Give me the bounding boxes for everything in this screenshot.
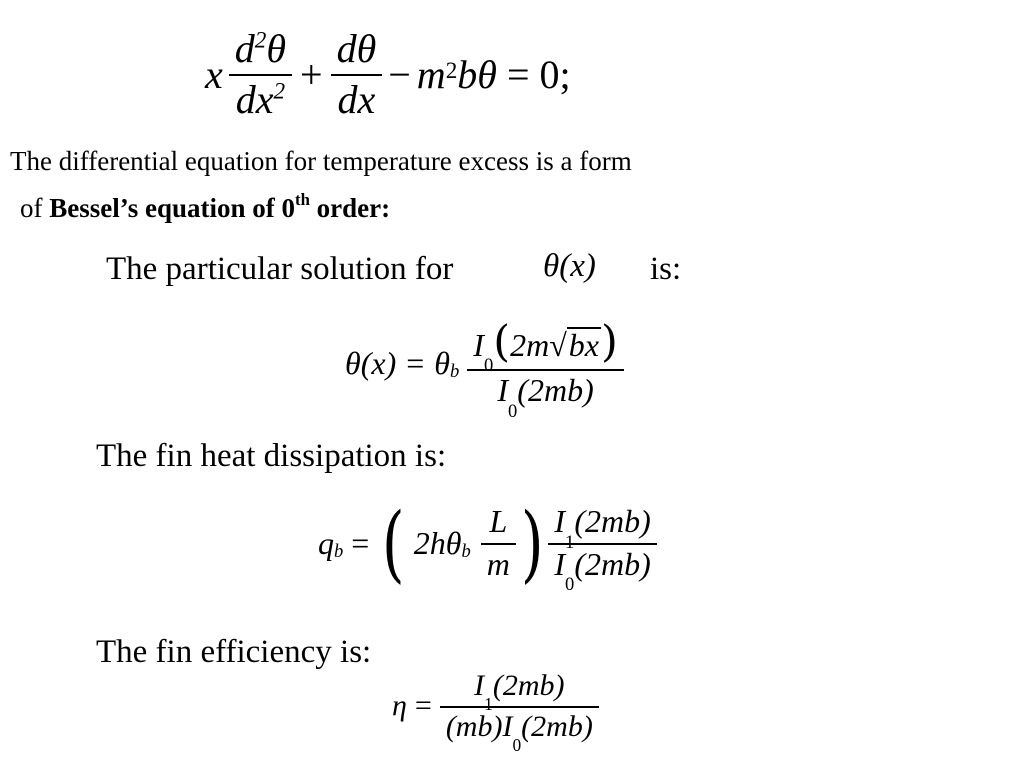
fin-heat-dissipation-equation: q $_b$ = ( 2h θ $_b$ $\frac{L}{m}$ ) $\frac{I_1(2mb)}{I_0(2mb)}$ xyxy=(318,495,657,592)
eq2-den-I: I xyxy=(497,372,509,409)
fin-efficiency-label: The fin efficiency is: xyxy=(96,634,372,670)
eq4-den-mb: (mb) xyxy=(445,709,503,743)
intro-text-line2 xyxy=(20,190,391,224)
particular-solution-is: is: xyxy=(650,251,682,287)
eq4-den-I: I xyxy=(502,709,513,743)
eq3-num-I: I xyxy=(554,503,566,540)
particular-solution-label: The particular solution for xyxy=(106,251,454,287)
eq3-theta: θ xyxy=(445,525,462,561)
eq2-theta: θ xyxy=(434,345,450,382)
eq1-second-derivative xyxy=(229,28,292,121)
eq1-dx: dx xyxy=(235,77,274,122)
eq3-close-paren: ) xyxy=(520,495,544,592)
particular-solution-theta-x: θ(x) xyxy=(543,248,596,284)
fin-efficiency-equation xyxy=(392,669,599,755)
eq1-plus: + xyxy=(300,52,323,97)
eq3-m: m xyxy=(486,546,510,582)
eq1-d: d xyxy=(336,26,357,71)
eq3-den-sub0: 0 xyxy=(565,574,575,596)
bessel-sup: th xyxy=(295,190,310,209)
eq1-equals: = xyxy=(506,52,530,97)
eq2-den-arg: (2mb) xyxy=(517,372,594,409)
eq2-equals: = xyxy=(406,345,425,382)
eq3-2h: 2h xyxy=(413,525,446,561)
eq3-den-arg: (2mb) xyxy=(574,546,651,582)
eq3-open-paren: ( xyxy=(382,495,405,592)
eq1-dx2: dx xyxy=(337,77,376,122)
fin-heat-dissipation-label: The fin heat dissipation is: xyxy=(96,438,447,474)
eq3-equals: = xyxy=(351,525,370,561)
eq2-num-open: ( xyxy=(493,317,511,367)
eq1-zero: 0; xyxy=(539,52,571,97)
eq3-num-arg: (2mb) xyxy=(574,503,651,540)
eq1-d2: d xyxy=(234,26,255,71)
eq4-num-arg: (2mb) xyxy=(492,669,565,702)
intro-text-line1: The differential equation for temperature excess is a form xyxy=(10,146,632,176)
eq3-num-sub1: 1 xyxy=(565,531,575,553)
bessel-ode-equation: x $\frac{d^2\theta}{dx^2}$ + $\frac{d\theta}{dx}$ − m $^2$ bθ = 0; xyxy=(205,26,571,122)
eq2-num-2m: 2m xyxy=(510,327,550,363)
eq1-minus: − xyxy=(388,52,411,97)
eq1-m: m xyxy=(416,52,446,97)
bessel-label: Bessel’s equation of 0 xyxy=(49,193,296,223)
eq2-num-close: ) xyxy=(600,317,618,367)
intro-of: of xyxy=(20,193,50,223)
eq4-den-sub0: 0 xyxy=(512,734,522,755)
square-root-icon: √ bx xyxy=(549,327,599,363)
eq2-num-bx: bx xyxy=(568,327,599,363)
particular-solution-equation: θ(x) = θ $_b$ $I_0(2m$ √ bx ) $I_0(2mb)$ xyxy=(345,320,624,408)
eq3-q: q xyxy=(318,525,334,561)
eq1-sup2: 2 xyxy=(254,27,267,54)
eq1-first-derivative xyxy=(331,28,383,121)
eq3-bessel-ratio xyxy=(548,503,656,596)
eq4-ratio xyxy=(440,669,599,755)
eq4-den-arg: (2mb) xyxy=(521,709,593,743)
eq1-dx-sup2: 2 xyxy=(273,78,286,105)
eq1-b-theta: bθ xyxy=(457,52,497,97)
eq2-den-sub0: 0 xyxy=(508,400,518,422)
eq2-num-I: I xyxy=(473,327,484,363)
bessel-order: order: xyxy=(309,193,391,223)
eq1-x: x xyxy=(205,52,223,97)
eq1-theta2: θ xyxy=(356,26,377,71)
eq1-theta: θ xyxy=(266,26,287,71)
eq3-l-over-m xyxy=(481,505,516,581)
eq2-lhs: θ(x) xyxy=(345,345,397,382)
eq3-L: L xyxy=(489,503,508,540)
eq4-equals: = xyxy=(414,689,432,722)
eq4-eta: η xyxy=(392,689,407,722)
eq2-num-sub0: 0 xyxy=(483,355,494,377)
eq3-den-I: I xyxy=(554,546,566,582)
eq4-num-sub1: 1 xyxy=(484,694,493,714)
eq4-num-I: I xyxy=(474,669,485,702)
